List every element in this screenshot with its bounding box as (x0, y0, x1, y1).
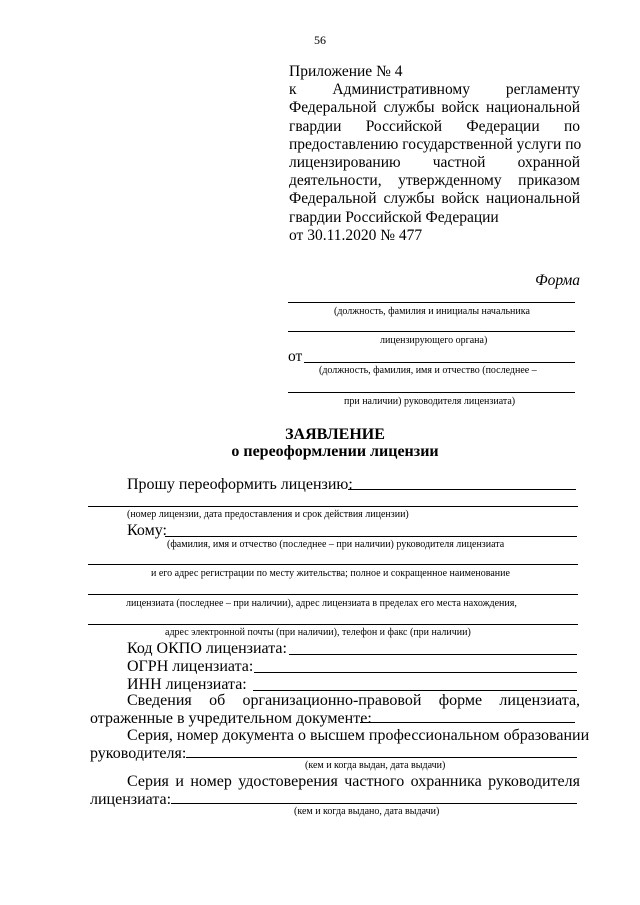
applicant-name-caption: (должность, фамилия, имя и отчество (последнее – (319, 365, 537, 376)
legal-form-line-1: Сведения об организационно-правовой форме лицензиата, (127, 692, 581, 709)
to-field-2[interactable] (88, 564, 578, 565)
license-caption: (номер лицензии, дата предоставления и срок действия лицензии) (127, 509, 409, 520)
to-caption-1: (фамилия, имя и отчество (последнее – при наличии) руководителя лицензиата (167, 539, 505, 550)
page-number: 56 (314, 33, 326, 47)
education-label: руководителя: (90, 745, 187, 762)
to-caption-3: лицензиата (последнее – при наличии), адрес лицензиата в пределах его места нахождения, (126, 598, 517, 609)
education-field[interactable] (186, 757, 577, 758)
to-caption-4: адрес электронной почты (при наличии), телефон и факс (при наличии) (165, 627, 471, 638)
to-field[interactable] (165, 536, 577, 537)
guard-id-label: лицензиата: (90, 791, 172, 808)
to-field-4[interactable] (88, 624, 578, 625)
appendix-line: Приложение № 4 (289, 63, 403, 80)
okpo-label: Код ОКПО лицензиата: (127, 640, 287, 657)
inn-label: ИНН лицензиата: (127, 676, 247, 693)
license-field-2[interactable] (88, 506, 578, 507)
to-field-3[interactable] (88, 594, 578, 595)
applicant-name-field-2[interactable] (288, 392, 575, 393)
appendix-line: предоставлению государственной услуги по (289, 135, 582, 153)
legal-form-label: отраженные в учредительном документе: (90, 710, 372, 727)
education-caption: (кем и когда выдан, дата выдачи) (305, 760, 446, 771)
form-label: Форма (535, 272, 580, 289)
ogrn-label: ОГРН лицензиата: (127, 658, 254, 675)
education-line-1: Серия, номер документа о высшем профессиональном образовании (127, 727, 590, 744)
guard-id-line-1: Серия и номер удостоверения частного охранника руководителя (127, 773, 580, 790)
appendix-block (289, 63, 580, 245)
appendix-line: лицензированию частной охранной (289, 154, 580, 172)
license-field[interactable] (348, 489, 576, 490)
legal-form-field[interactable] (360, 722, 575, 723)
appendix-line: Федеральной службы войск национальной (289, 190, 580, 208)
okpo-field[interactable] (289, 654, 577, 655)
applicant-name-field[interactable] (304, 362, 575, 363)
licensing-authority-field[interactable] (288, 331, 575, 332)
appendix-line: гвардии Российской Федерации (289, 208, 499, 226)
document-subtitle: о переоформлении лицензии (231, 443, 439, 460)
appendix-line: от 30.11.2020 № 477 (289, 226, 423, 244)
head-name-field[interactable] (288, 302, 575, 303)
document-title: ЗАЯВЛЕНИЕ (285, 426, 385, 443)
appendix-line: Федеральной службы войск национальной (289, 99, 580, 117)
to-caption-2: и его адрес регистрации по месту жительства; полное и сокращенное наименование (151, 568, 510, 579)
to-label: Кому: (127, 522, 167, 539)
guard-id-field[interactable] (171, 803, 577, 804)
appendix-line: гвардии Российской Федерации по (289, 117, 580, 135)
appendix-line: деятельности, утвержденному приказом (289, 172, 580, 190)
applicant-name-caption-2: при наличии) руководителя лицензиата) (344, 396, 516, 407)
head-name-caption: (должность, фамилия и инициалы начальника (334, 306, 530, 317)
guard-id-caption: (кем и когда выдано, дата выдачи) (294, 806, 440, 817)
inn-field[interactable] (253, 690, 577, 691)
request-text: Прошу переоформить лицензию: (127, 476, 353, 493)
from-label: от (288, 348, 303, 365)
licensing-authority-caption: лицензирующего органа) (380, 335, 488, 346)
ogrn-field[interactable] (254, 672, 577, 673)
appendix-line: к Административному регламенту (289, 81, 580, 99)
